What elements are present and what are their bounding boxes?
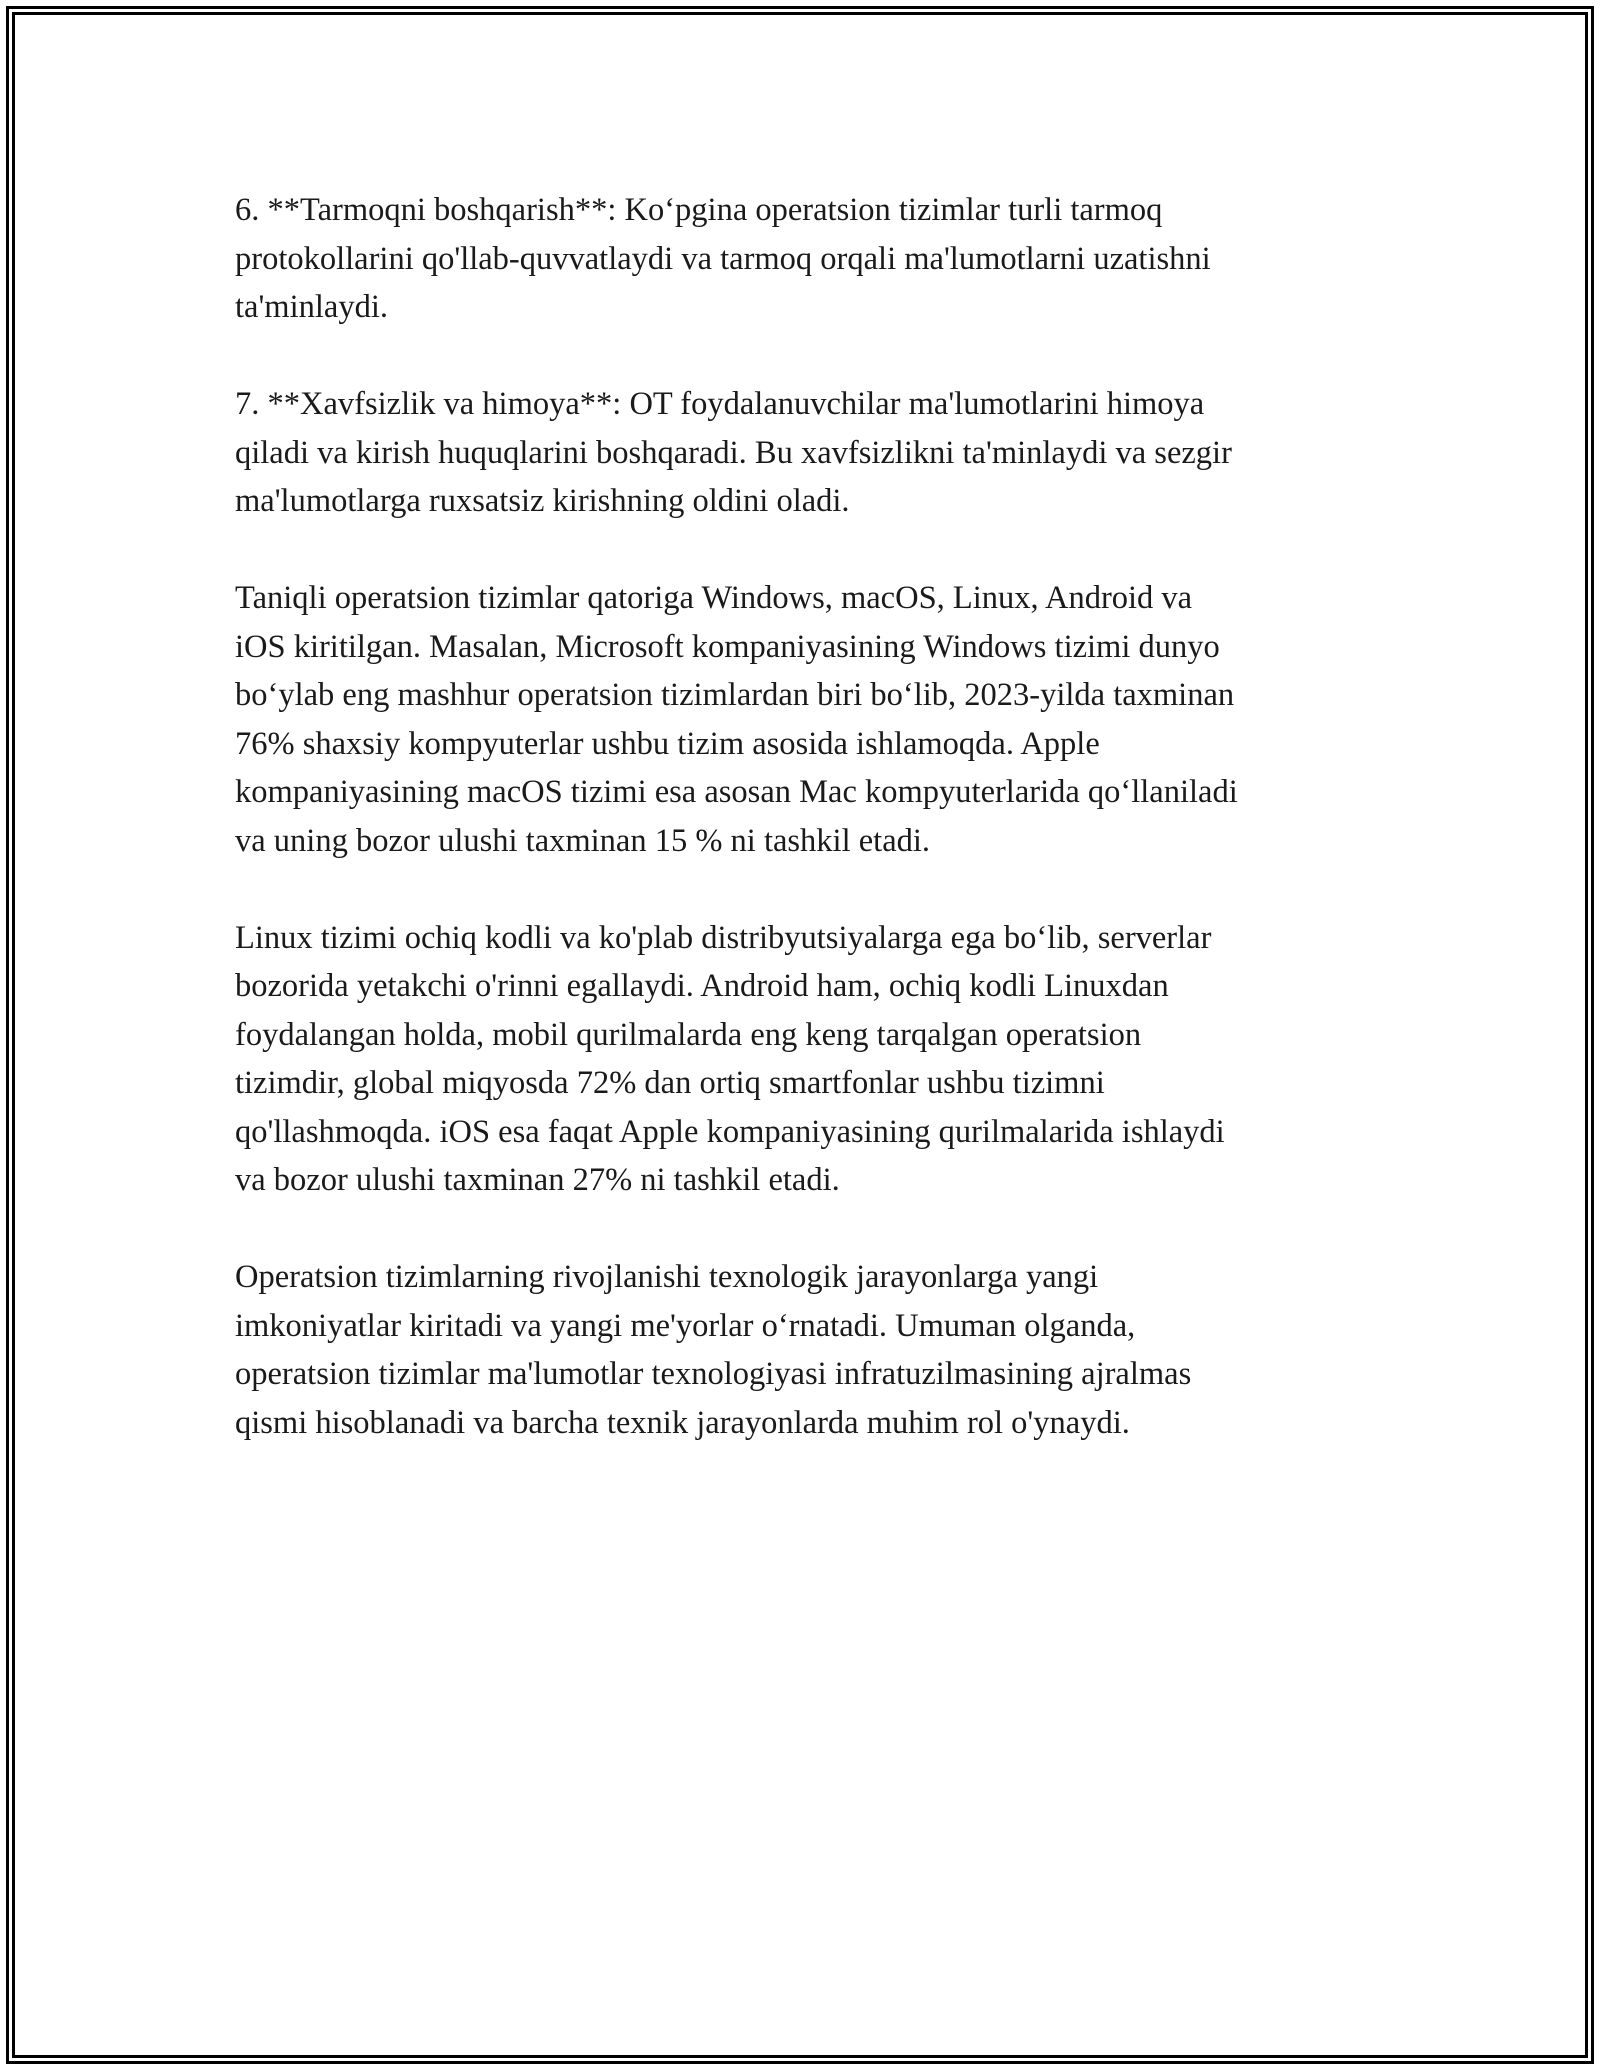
text-line: qismi hisoblanadi va barcha texnik jarayonlarda muhim rol o'ynaydi. xyxy=(235,1404,1130,1441)
paragraph-popular-os xyxy=(235,574,1385,865)
text-line: operatsion tizimlar ma'lumotlar texnologiyasi infratuzilmasining ajralmas xyxy=(235,1356,1192,1392)
text-line: foydalangan holda, mobil qurilmalarda eng keng tarqalgan operatsion xyxy=(235,1016,1142,1053)
text-line: Taniqli operatsion tizimlar qatoriga Windows, macOS, Linux, Android va xyxy=(235,580,1193,616)
text-line: va uning bozor ulushi taxminan 15 % ni tashkil etadi. xyxy=(235,822,931,859)
text-line: Linux tizimi ochiq kodli va ko'plab distribyutsiyalarga ega bo‘lib, serverlar xyxy=(235,919,1212,956)
text-line: protokollarini qo'llab-quvvatlaydi va tarmoq orqali ma'lumotlarni uzatishni xyxy=(235,240,1211,277)
text-line: va bozor ulushi taxminan 27% ni tashkil etadi. xyxy=(235,1162,840,1198)
text-line: iOS kiritilgan. Masalan, Microsoft kompaniyasining Windows tizimi dunyo xyxy=(235,628,1220,665)
text-line: ta'minlaydi. xyxy=(235,289,388,325)
paragraph-conclusion xyxy=(235,1253,1385,1447)
paragraph-network-management xyxy=(235,186,1385,332)
document-body xyxy=(235,186,1385,1496)
text-line: imkoniyatlar kiritadi va yangi me'yorlar o‘rnatadi. Umuman olganda, xyxy=(235,1307,1136,1344)
text-line: kompaniyasining macOS tizimi esa asosan Mac kompyuterlarida qo‘llaniladi xyxy=(235,774,1238,810)
text-line: qo'llashmoqda. iOS esa faqat Apple kompaniyasining qurilmalarida ishlaydi xyxy=(235,1113,1225,1150)
text-line: tizimdir, global miqyosda 72% dan ortiq smartfonlar ushbu tizimni xyxy=(235,1065,1105,1101)
text-line: 7. **Xavfsizlik va himoya**: OT foydalanuvchilar ma'lumotlarini himoya xyxy=(235,386,1205,422)
text-line: qiladi va kirish huquqlarini boshqaradi. Bu xavfsizlikni ta'minlaydi va sezgir xyxy=(235,434,1232,471)
text-line: Operatsion tizimlarning rivojlanishi texnologik jarayonlarga yangi xyxy=(235,1259,1099,1295)
text-line: bozorida yetakchi o'rinni egallaydi. Android ham, ochiq kodli Linuxdan xyxy=(235,968,1169,1004)
text-line: 76% shaxsiy kompyuterlar ushbu tizim asosida ishlamoqda. Apple xyxy=(235,725,1100,762)
text-line: 6. **Tarmoqni boshqarish**: Ko‘pgina operatsion tizimlar turli tarmoq xyxy=(235,192,1163,228)
text-line: ma'lumotlarga ruxsatsiz kirishning oldini oladi. xyxy=(235,483,850,519)
text-line: bo‘ylab eng mashhur operatsion tizimlardan biri bo‘lib, 2023-yilda taxminan xyxy=(235,677,1235,713)
paragraph-security xyxy=(235,380,1385,526)
paragraph-linux-android-ios xyxy=(235,914,1385,1205)
